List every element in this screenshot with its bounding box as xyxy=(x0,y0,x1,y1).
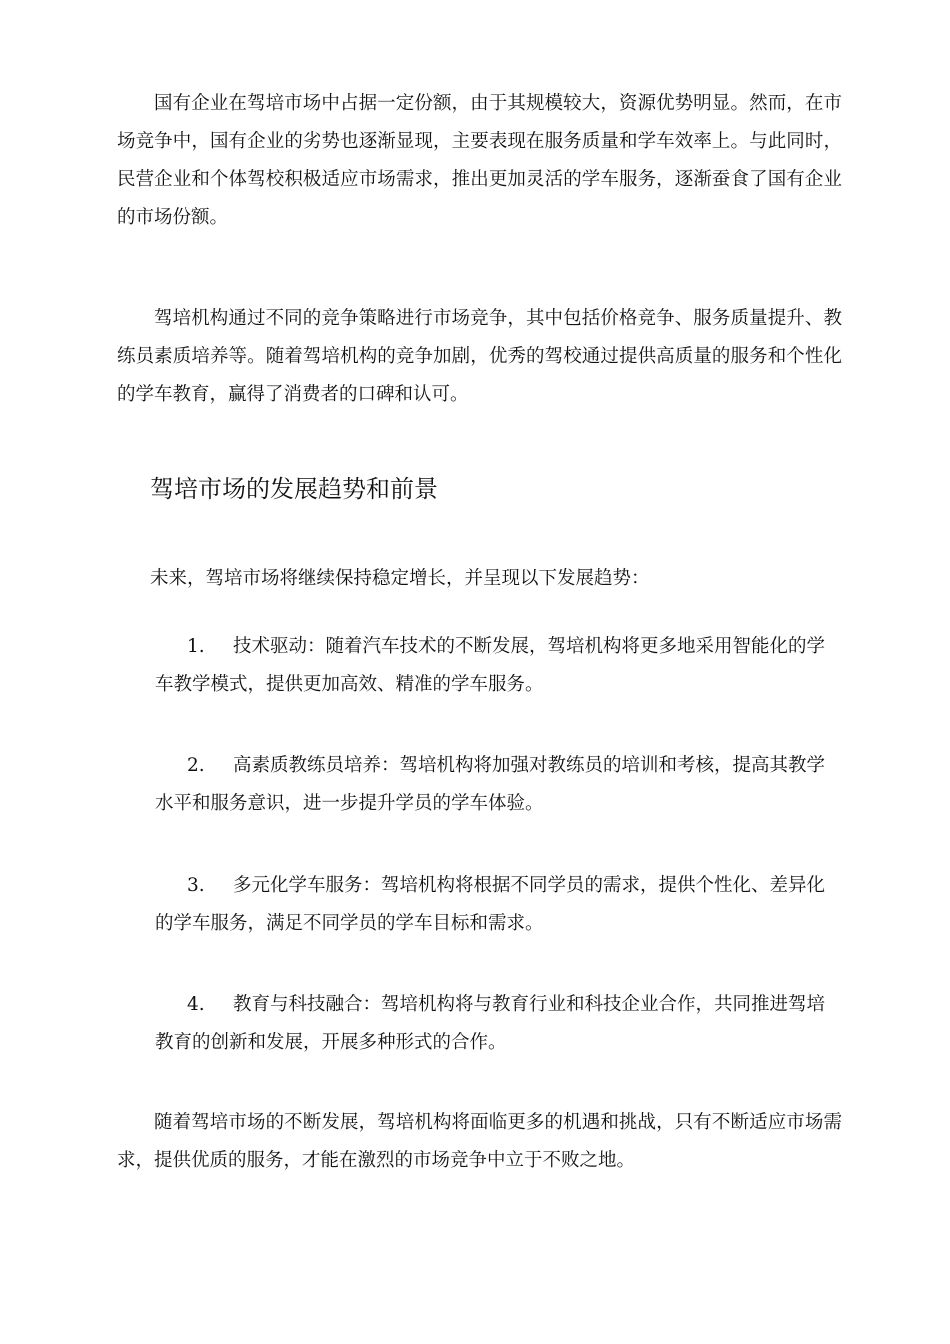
paragraph-competition-strategies: 驾培机构通过不同的竞争策略进行市场竞争，其中包括价格竞争、服务质量提升、教练员素质培养等。随着驾培机构的竞争加剧，优秀的驾校通过提供高质量的服务和个性化的学车教育，赢得了消费者的口碑和认可。 xyxy=(117,308,842,405)
trend-item-3 xyxy=(155,867,827,943)
paragraph-conclusion: 随着驾培市场的不断发展，驾培机构将面临更多的机遇和挑战，只有不断适应市场需求，提供优质的服务，才能在激烈的市场竞争中立于不败之地。 xyxy=(117,1112,842,1171)
section-intro: 未来，驾培市场将继续保持稳定增长，并呈现以下发展趋势： xyxy=(150,568,650,589)
trend-number: 3. xyxy=(187,875,205,896)
trend-text: 教育与科技融合：驾培机构将与教育行业和科技企业合作，共同推进驾培教育的创新和发展，开展多种形式的合作。 xyxy=(155,994,826,1053)
trend-number: 4. xyxy=(187,994,205,1015)
trend-text: 多元化学车服务：驾培机构将根据不同学员的需求，提供个性化、差异化的学车服务，满足不同学员的学车目标和需求。 xyxy=(155,875,826,934)
trend-number: 1. xyxy=(187,636,205,657)
trend-item-2 xyxy=(155,747,827,823)
trend-text: 高素质教练员培养：驾培机构将加强对教练员的培训和考核，提高其教学水平和服务意识，进一步提升学员的学车体验。 xyxy=(155,755,826,814)
section-heading: 驾培市场的发展趋势和前景 xyxy=(150,475,438,503)
trend-text: 技术驱动：随着汽车技术的不断发展，驾培机构将更多地采用智能化的学车教学模式，提供更加高效、精准的学车服务。 xyxy=(155,636,826,695)
paragraph-state-enterprises: 国有企业在驾培市场中占据一定份额，由于其规模较大，资源优势明显。然而，在市场竞争中，国有企业的劣势也逐渐显现，主要表现在服务质量和学车效率上。与此同时，民营企业和个体驾校积极适应市场需求，推出更加灵活的学车服务，逐渐蚕食了国有企业的市场份额。 xyxy=(117,93,842,228)
trend-item-4 xyxy=(155,986,827,1062)
trend-item-1 xyxy=(155,628,827,704)
trend-number: 2. xyxy=(187,755,205,776)
